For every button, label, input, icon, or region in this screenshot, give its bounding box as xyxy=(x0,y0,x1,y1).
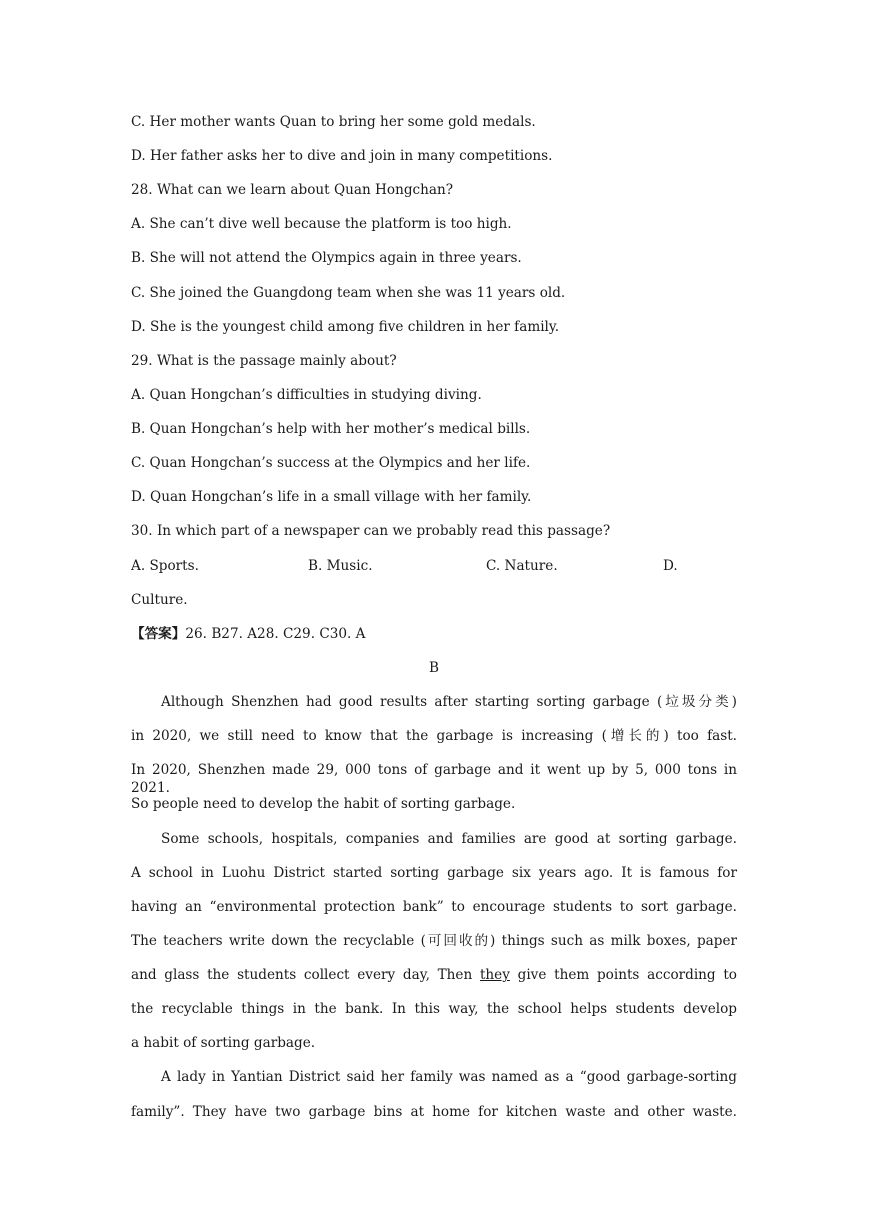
q29-question: 29. What is the passage mainly about? xyxy=(131,353,397,369)
q30-option-d-text: Culture. xyxy=(131,592,188,608)
paragraph-line: So people need to develop the habit of sorting garbage. xyxy=(131,796,516,812)
paragraph-line: family”. They have two garbage bins at home for kitchen waste and other waste. xyxy=(131,1104,737,1120)
q28-option-c: C. She joined the Guangdong team when she was 11 years old. xyxy=(131,285,566,301)
paragraph-line: A school in Luohu District started sorting garbage six years ago. It is famous for xyxy=(131,865,737,881)
q30-question: 30. In which part of a newspaper can we probably read this passage? xyxy=(131,523,611,539)
q29-option-b: B. Quan Hongchan’s help with her mother’s medical bills. xyxy=(131,421,531,437)
paragraph-line: The teachers write down the recyclable (可回收的) things such as milk boxes, paper xyxy=(131,933,737,949)
paragraph-line: having an “environmental protection bank” to encourage students to sort garbage. xyxy=(131,899,737,915)
section-heading: B xyxy=(429,660,439,676)
paragraph-line: Some schools, hospitals, companies and families are good at sorting garbage. xyxy=(161,831,737,847)
text-segment: give them points according to xyxy=(517,967,737,983)
answer-label: 【答案】 xyxy=(131,626,186,642)
q30-option-a: A. Sports. xyxy=(131,558,199,574)
q29-option-a: A. Quan Hongchan’s difficulties in studying diving. xyxy=(131,387,482,403)
q28-option-d: D. She is the youngest child among five children in her family. xyxy=(131,319,560,335)
q28-question: 28. What can we learn about Quan Hongchan? xyxy=(131,182,454,198)
q27-option-c: C. Her mother wants Quan to bring her some gold medals. xyxy=(131,114,536,130)
q30-option-b: B. Music. xyxy=(308,558,373,574)
q29-option-c: C. Quan Hongchan’s success at the Olympics and her life. xyxy=(131,455,531,471)
paragraph-line: Although Shenzhen had good results after starting sorting garbage (垃圾分类) xyxy=(161,694,737,710)
paragraph-line: In 2020, Shenzhen made 29, 000 tons of garbage and it went up by 5, 000 tons in 2021. xyxy=(131,762,737,796)
q29-option-d: D. Quan Hongchan’s life in a small village with her family. xyxy=(131,489,532,505)
paragraph-line: a habit of sorting garbage. xyxy=(131,1035,316,1051)
underlined-word: they xyxy=(479,967,510,983)
paragraph-line xyxy=(131,966,737,984)
paragraph-line: A lady in Yantian District said her family was named as a “good garbage-sorting xyxy=(161,1069,737,1085)
q30-option-c: C. Nature. xyxy=(486,558,558,574)
q28-option-b: B. She will not attend the Olympics again in three years. xyxy=(131,250,522,266)
answer-text: 26. B27. A28. C29. C30. A xyxy=(185,626,366,642)
text-segment: and glass the students collect every day, Then xyxy=(131,967,473,983)
q28-option-a: A. She can’t dive well because the platform is too high. xyxy=(131,216,512,232)
paragraph-line: the recyclable things in the bank. In this way, the school helps students develop xyxy=(131,1001,737,1017)
paragraph-line: in 2020, we still need to know that the garbage is increasing (增长的) too fast. xyxy=(131,728,737,744)
q27-option-d: D. Her father asks her to dive and join in many competitions. xyxy=(131,148,553,164)
answer-key xyxy=(131,625,366,643)
q30-option-d: D. xyxy=(663,558,678,574)
